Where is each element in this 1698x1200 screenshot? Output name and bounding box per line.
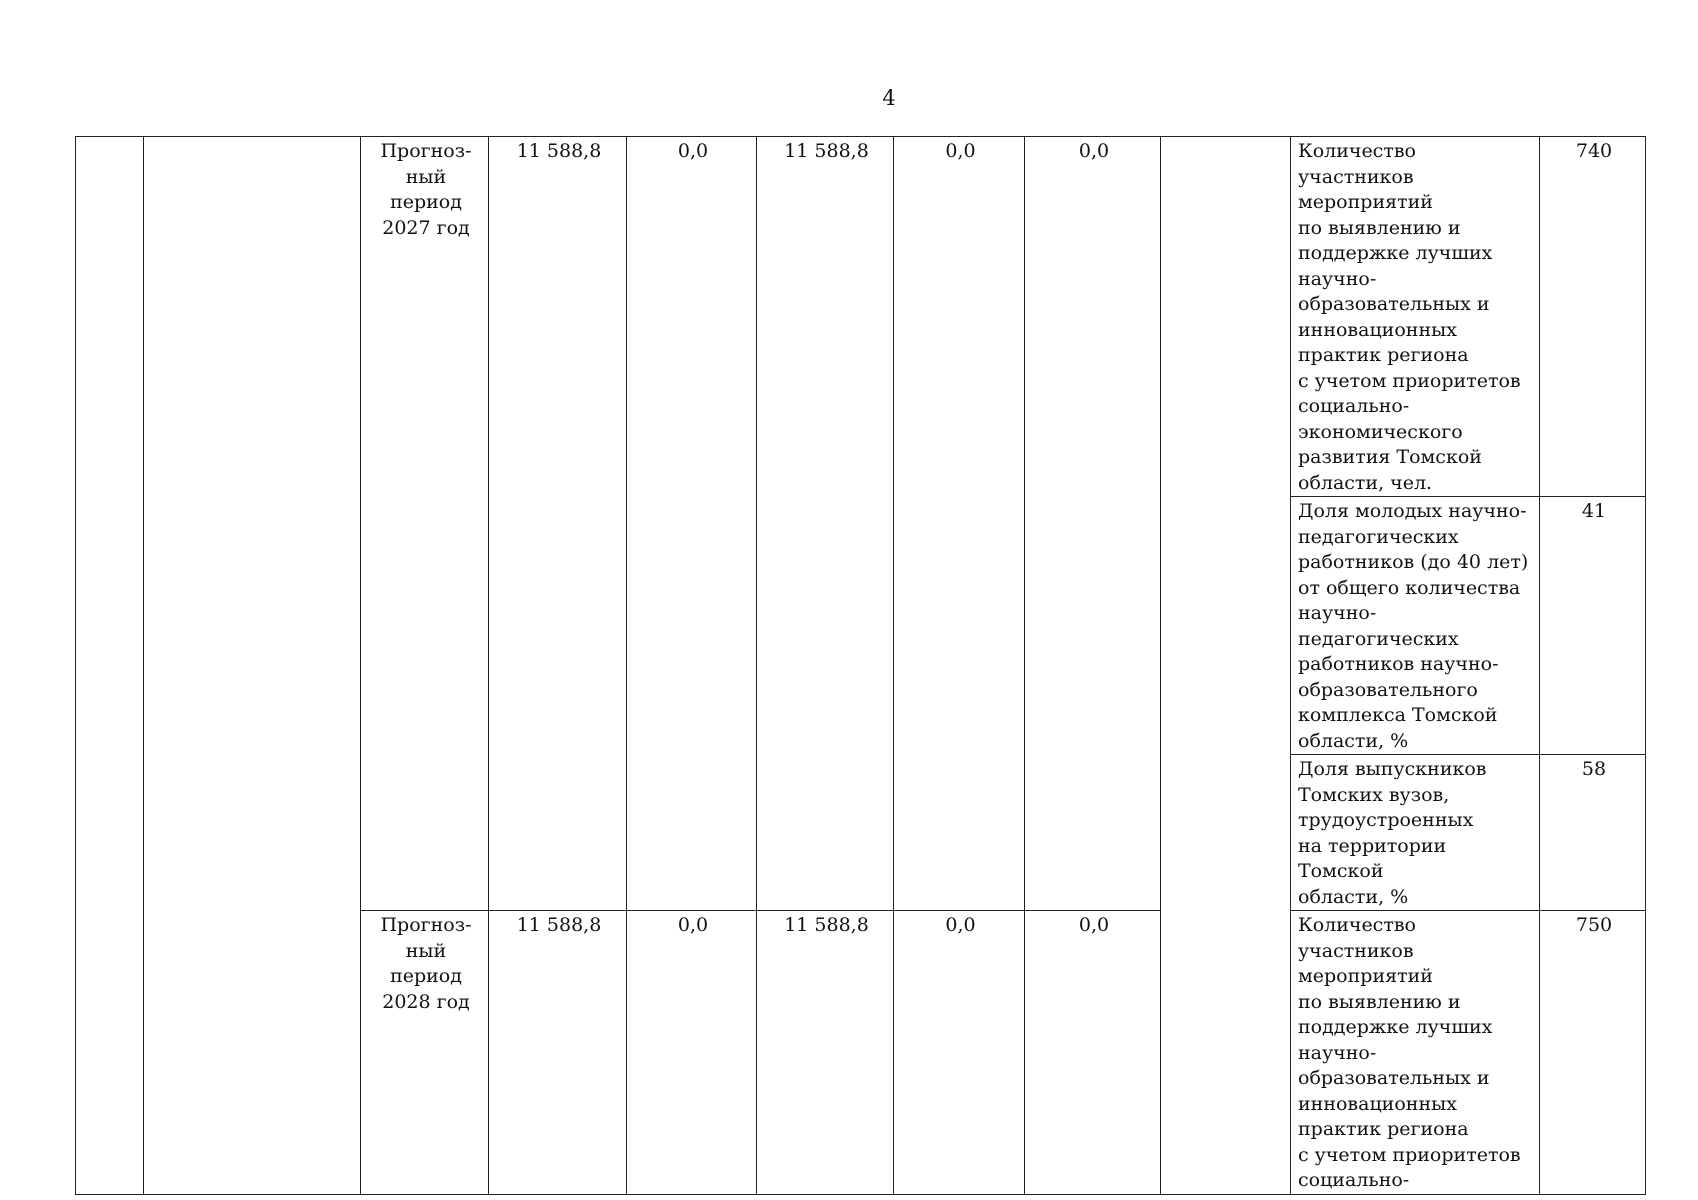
indicator-line: с учетом приоритетов xyxy=(1298,369,1521,392)
period-cell xyxy=(361,137,489,911)
indicator-line: на территории Томской xyxy=(1298,834,1447,882)
task-number-cell xyxy=(76,137,144,1195)
indicator-line: поддержке лучших xyxy=(1298,1016,1493,1038)
indicator-line: по выявлению и xyxy=(1298,990,1461,1013)
period-line: период xyxy=(390,965,462,987)
indicator-name-cell xyxy=(1291,755,1540,911)
extrabudgetary-cell: 0,0 xyxy=(1025,137,1161,911)
period-line: 2028 год xyxy=(382,990,470,1013)
indicator-line: Количество участников xyxy=(1298,140,1416,188)
indicator-line: экономического xyxy=(1298,420,1463,443)
period-line: Прогноз- xyxy=(380,914,472,936)
indicator-line: области, чел. xyxy=(1298,471,1433,494)
indicator-name-cell xyxy=(1291,497,1540,755)
indicator-line: Доля молодых научно- xyxy=(1298,500,1527,522)
indicator-line: социально- xyxy=(1298,395,1410,417)
indicator-name-cell xyxy=(1291,137,1540,497)
indicator-line: практик региона xyxy=(1298,1118,1469,1140)
indicator-line: комплекса Томской xyxy=(1298,704,1498,726)
indicator-line: поддержке лучших xyxy=(1298,242,1493,264)
indicator-line: образовательного xyxy=(1298,678,1478,701)
indicator-value-cell: 58 xyxy=(1540,755,1646,911)
period-cell xyxy=(361,911,489,1195)
indicator-line: Доля выпускников xyxy=(1298,758,1487,780)
regional-cell: 11 588,8 xyxy=(757,137,894,911)
indicator-name-cell xyxy=(1291,911,1540,1195)
local-cell: 0,0 xyxy=(894,137,1025,911)
indicator-value-cell: 750 xyxy=(1540,911,1646,1195)
period-line: Прогноз- xyxy=(380,140,472,162)
indicator-line: инновационных xyxy=(1298,1092,1457,1115)
indicator-line: мероприятий xyxy=(1298,191,1433,213)
indicator-line: с учетом приоритетов xyxy=(1298,1143,1521,1166)
executor-cell xyxy=(1161,137,1291,1195)
indicator-line: образовательных и xyxy=(1298,1067,1490,1089)
indicator-line: области, % xyxy=(1298,885,1409,908)
indicator-line: Количество участников xyxy=(1298,914,1416,962)
period-line: ный xyxy=(405,939,447,962)
indicator-line: Томских вузов, xyxy=(1298,783,1450,806)
indicator-value-cell: 41 xyxy=(1540,497,1646,755)
total-cell: 11 588,8 xyxy=(489,137,627,911)
indicator-line: научно- xyxy=(1298,1041,1377,1064)
indicator-line: развития Томской xyxy=(1298,446,1482,468)
period-line: период xyxy=(390,191,462,213)
task-name-cell xyxy=(144,137,361,1195)
indicator-line: педагогических xyxy=(1298,525,1459,548)
indicator-line: мероприятий xyxy=(1298,965,1433,987)
federal-cell: 0,0 xyxy=(627,137,757,911)
indicator-line: научно- xyxy=(1298,267,1377,290)
indicator-line: инновационных xyxy=(1298,318,1457,341)
period-line: ный xyxy=(405,165,447,188)
indicator-line: работников (до 40 лет) xyxy=(1298,551,1529,573)
extrabudgetary-cell: 0,0 xyxy=(1025,911,1161,1195)
indicator-line: от общего количества xyxy=(1298,576,1521,599)
indicator-line: работников научно- xyxy=(1298,653,1499,675)
regional-cell: 11 588,8 xyxy=(757,911,894,1195)
local-cell: 0,0 xyxy=(894,911,1025,1195)
indicator-line: трудоустроенных xyxy=(1298,809,1474,831)
page-number: 4 xyxy=(882,86,896,110)
indicator-line: по выявлению и xyxy=(1298,216,1461,239)
indicator-line: образовательных и xyxy=(1298,293,1490,315)
indicator-line: практик региона xyxy=(1298,344,1469,366)
indicator-value-cell: 740 xyxy=(1540,137,1646,497)
table-row xyxy=(76,137,1646,497)
total-cell: 11 588,8 xyxy=(489,911,627,1195)
period-line: 2027 год xyxy=(382,216,470,239)
indicator-line: научно-педагогических xyxy=(1298,602,1459,650)
budget-table xyxy=(75,136,1646,1195)
indicator-line: социально- xyxy=(1298,1169,1410,1191)
federal-cell: 0,0 xyxy=(627,911,757,1195)
indicator-line: области, % xyxy=(1298,729,1409,752)
